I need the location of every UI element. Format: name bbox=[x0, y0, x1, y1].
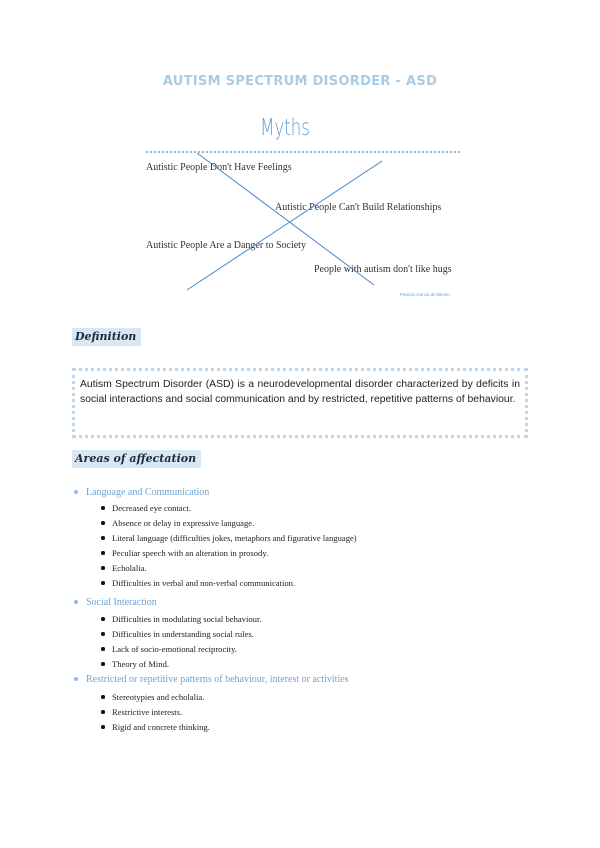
list-item: Lack of socio-emotional reciprocity. bbox=[112, 644, 237, 654]
list-item: Peculiar speech with an alteration in prosody. bbox=[112, 548, 269, 558]
area-label: Restricted or repetitive patterns of behaviour, interest or activities bbox=[86, 674, 349, 685]
sub-bullet bbox=[101, 662, 105, 666]
list-item: Rigid and concrete thinking. bbox=[112, 722, 210, 732]
area-bullet bbox=[74, 677, 78, 681]
list-item: Difficulties in understanding social rules. bbox=[112, 629, 254, 639]
list-item: Difficulties in verbal and non-verbal communication. bbox=[112, 578, 296, 588]
credit-text: Patricia Garcia de Benito bbox=[400, 292, 450, 297]
areas-heading: Areas of affectation bbox=[72, 450, 201, 468]
myth-item: Autistic People Don't Have Feelings bbox=[146, 162, 292, 173]
area-bullet bbox=[74, 600, 78, 604]
sub-bullet bbox=[101, 647, 105, 651]
myth-item: People with autism don't like hugs bbox=[314, 264, 452, 275]
list-item: Stereotypies and echolalia. bbox=[112, 692, 205, 702]
sub-bullet bbox=[101, 536, 105, 540]
area-bullet bbox=[74, 490, 78, 494]
sub-bullet bbox=[101, 581, 105, 585]
sub-bullet bbox=[101, 551, 105, 555]
sub-bullet bbox=[101, 710, 105, 714]
list-item: Theory of Mind. bbox=[112, 659, 170, 669]
page-title: AUTISM SPECTRUM DISORDER - ASD bbox=[162, 74, 438, 89]
sub-bullet bbox=[101, 566, 105, 570]
sub-bullet bbox=[101, 632, 105, 636]
list-item: Literal language (difficulties jokes, metaphors and figurative language) bbox=[112, 533, 357, 543]
sub-bullet bbox=[101, 725, 105, 729]
definition-box: Autism Spectrum Disorder (ASD) is a neurodevelopmental disorder characterized by deficits in social interactions and social communication and by restricted, repetitive patterns of behaviour. bbox=[72, 368, 528, 438]
list-item: Decreased eye contact. bbox=[112, 503, 191, 513]
sub-bullet bbox=[101, 617, 105, 621]
myth-item: Autistic People Are a Danger to Society bbox=[146, 240, 306, 251]
area-label: Social Interaction bbox=[86, 597, 157, 608]
list-item: Echolalia. bbox=[112, 563, 147, 573]
sub-bullet bbox=[101, 506, 105, 510]
myths-title: Myths bbox=[260, 115, 310, 141]
list-item: Difficulties in modulating social behaviour. bbox=[112, 614, 262, 624]
sub-bullet bbox=[101, 521, 105, 525]
list-item: Restrictive interests. bbox=[112, 707, 183, 717]
list-item: Absence or delay in expressive language. bbox=[112, 518, 255, 528]
myth-item: Autistic People Can't Build Relationships bbox=[275, 202, 442, 213]
sub-bullet bbox=[101, 695, 105, 699]
cross-line bbox=[187, 161, 382, 290]
definition-heading: Definition bbox=[72, 328, 141, 346]
cross-line bbox=[197, 153, 374, 285]
area-label: Language and Communication bbox=[86, 487, 210, 498]
